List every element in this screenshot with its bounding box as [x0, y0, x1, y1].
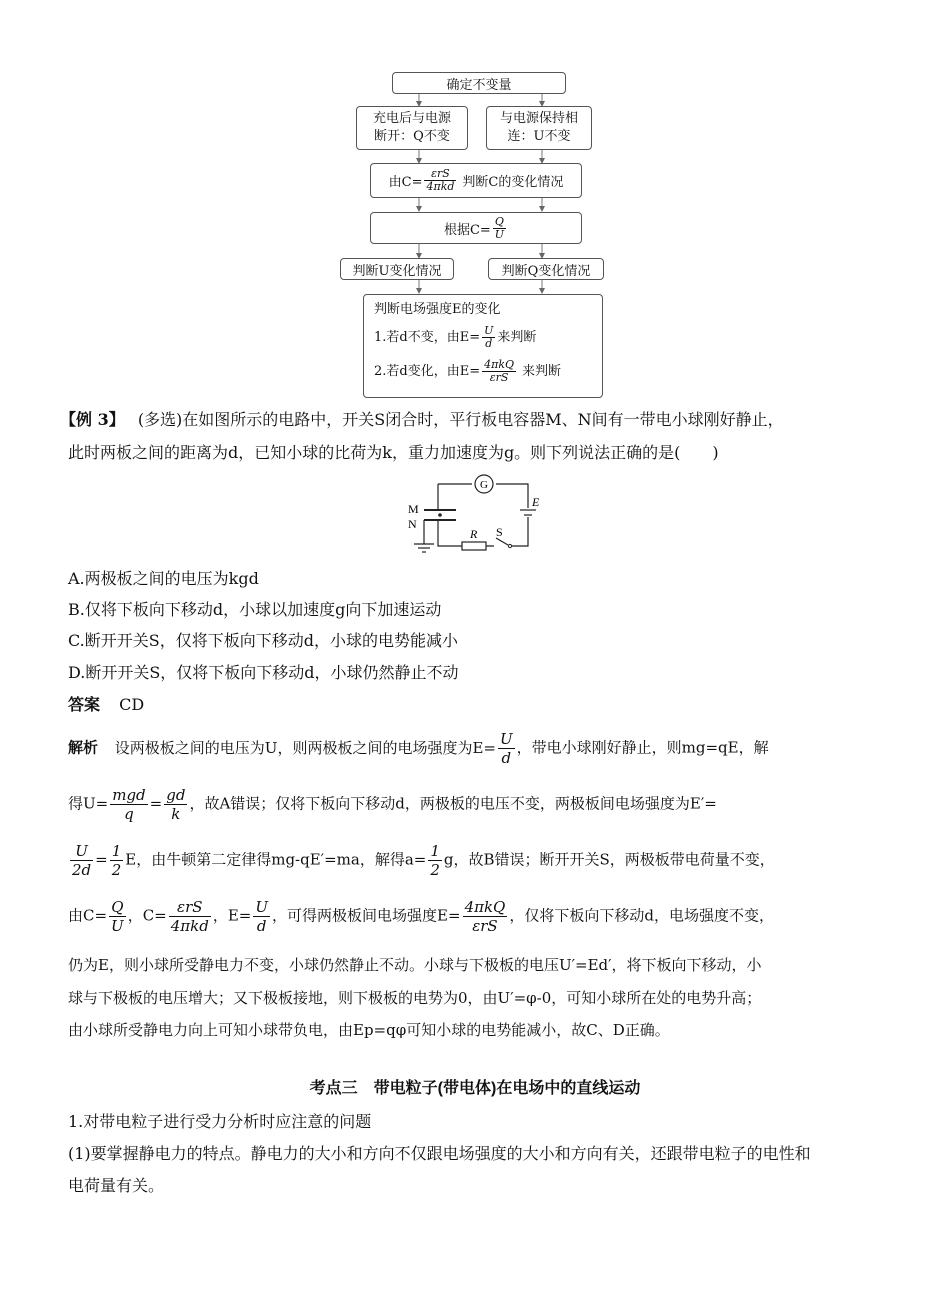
- analysis-f8d: 4πkd: [170, 917, 209, 935]
- analysis-f2n: mgd: [112, 786, 146, 804]
- analysis-l4c: ，E=: [212, 906, 252, 925]
- section-item1: 1.对带电粒子进行受力分析时应注意的问题: [68, 1112, 372, 1131]
- switch-blade: [496, 538, 508, 545]
- flow-judge-q-text: 判断Q变化情况: [501, 263, 591, 279]
- analysis-frac4: [70, 842, 93, 879]
- section-item2-line2: 电荷量有关。: [68, 1176, 165, 1195]
- analysis-l1a: 设两极板之间的电压为U，则两极板之间的电场强度为E=: [114, 738, 496, 757]
- analysis-f7n: Q: [109, 898, 126, 917]
- analysis-frac8: [169, 898, 211, 935]
- analysis-frac2: [110, 786, 147, 823]
- flow-step1-num: εrS: [424, 168, 456, 181]
- answer-label: 答案: [68, 695, 101, 714]
- analysis-frac9: [253, 898, 270, 935]
- analysis-f9n: U: [255, 898, 269, 916]
- example-label: 【例 3】: [60, 410, 125, 429]
- label-s: S: [496, 525, 503, 539]
- analysis-l4b: ，C=: [127, 906, 167, 925]
- flow-field-item2: [374, 355, 592, 389]
- analysis-f5d: 2: [111, 861, 122, 879]
- flow-field-item1-suffix: 来判断: [497, 330, 537, 345]
- flow-field-item1: [374, 321, 592, 355]
- flow-field-item1-fraction: [482, 325, 495, 350]
- answer-line: [68, 693, 144, 717]
- analysis-f4d: 2d: [72, 861, 92, 879]
- flow-field-item1-num: U: [484, 324, 494, 337]
- flow-field-title: 判断电场强度E的变化: [374, 302, 501, 317]
- flow-step2-num: Q: [493, 216, 506, 229]
- analysis-f10n: 4πkQ: [464, 898, 506, 916]
- flow-step1-fraction: [424, 168, 456, 193]
- analysis-frac5: [110, 842, 124, 879]
- analysis-f6n: 1: [430, 842, 440, 860]
- analysis-f7d: U: [111, 917, 124, 935]
- label-e: E: [532, 495, 540, 509]
- analysis-line4: [68, 898, 883, 935]
- flow-field-item2-suffix: 来判断: [522, 364, 562, 379]
- analysis-f6d: 2: [430, 861, 440, 879]
- resistor: [462, 542, 486, 550]
- section-item2-line1: (1)要掌握静电力的特点。静电力的大小和方向不仅跟电场强度的大小和方向有关，还跟带电粒子的电性和: [68, 1144, 811, 1163]
- analysis-f9d: d: [256, 917, 267, 935]
- flow-judge-u-box: [340, 258, 454, 280]
- switch-contact: [508, 544, 511, 547]
- flow-step2-prefix: 根据C=: [443, 222, 491, 238]
- example-line1-text: (多选)在如图所示的电路中，开关S闭合时，平行板电容器M、N间有一带电小球刚好静止，: [137, 410, 784, 429]
- flow-field-box: [363, 294, 603, 398]
- analysis-line5: 仍为E，则小球所受静电力不变，小球仍然静止不动。小球与下极板的电压U′=Ed′，将下板向下移动，小: [68, 956, 762, 974]
- option-d: D.断开开关S，仅将下板向下移动d，小球仍然静止不动: [68, 663, 459, 682]
- option-a: A.两极板之间的电压为kgd: [68, 569, 259, 588]
- option-c: C.断开开关S，仅将下板向下移动d，小球的电势能减小: [68, 631, 458, 650]
- flow-field-item2-fraction: [482, 359, 516, 384]
- flow-right-line2: 连：U不变: [507, 129, 571, 144]
- analysis-l2eq: =: [149, 794, 163, 813]
- flow-step1-den: 4πkd: [426, 180, 455, 193]
- analysis-frac6: [428, 842, 442, 879]
- analysis-line7: 由小球所受静电力向上可知小球带负电，由Ep=qφ可知小球的电势能减小，故C、D正确。: [68, 1021, 670, 1039]
- analysis-l2a: 得U=: [68, 794, 109, 813]
- flow-judge-q-box: [488, 258, 604, 280]
- section-title: 考点三 带电粒子(带电体)在电场中的直线运动: [309, 1080, 641, 1097]
- circuit-diagram: [400, 472, 550, 562]
- analysis-line2: [68, 786, 883, 823]
- analysis-frac1: [498, 730, 515, 767]
- analysis-line1: [68, 730, 883, 767]
- flow-left-line1: 充电后与电源: [372, 111, 451, 126]
- analysis-f1n: U: [499, 730, 513, 748]
- analysis-line6: 球与下极板的电压增大；又下极板接地，则下极板的电势为0，由U′=φ-0，可知小球所在处的电势升高；: [68, 989, 762, 1007]
- analysis-f3d: k: [171, 805, 181, 823]
- answer-value: CD: [119, 695, 145, 714]
- label-g: G: [480, 479, 488, 491]
- option-b: B.仅将下板向下移动d，小球以加速度g向下加速运动: [68, 600, 442, 619]
- charged-ball: [438, 513, 442, 517]
- flow-step2-box: [370, 212, 582, 244]
- flow-step2-den: U: [494, 227, 505, 241]
- analysis-f4n: U: [70, 842, 93, 861]
- analysis-f8n: εrS: [169, 898, 211, 917]
- analysis-l3b: g，故B错误；断开开关S，两极板带电荷量不变，: [443, 850, 775, 869]
- flow-field-item2-prefix: 2.若d变化，由E=: [374, 364, 481, 379]
- flow-top-box: [392, 72, 566, 94]
- analysis-frac7: [109, 898, 126, 935]
- analysis-frac3: [164, 786, 187, 823]
- label-r: R: [470, 527, 478, 541]
- wire-right-bottom: [512, 517, 528, 546]
- flow-step1-prefix: 由C=: [388, 175, 423, 190]
- flow-step1-suffix: 判断C的变化情况: [462, 175, 564, 190]
- analysis-l1b: ，带电小球刚好静止，则mg=qE，解: [516, 738, 769, 757]
- analysis-label: 解析: [68, 738, 99, 757]
- flow-field-item2-num: 4πkQ: [484, 358, 515, 371]
- analysis-l4a: 由C=: [68, 906, 108, 925]
- flow-field-item1-den: d: [485, 337, 493, 350]
- label-n: N: [408, 517, 417, 531]
- analysis-l2b: ，故A错误；仅将下板向下移动d，两极板的电压不变，两极板间电场强度为E′=: [189, 794, 717, 813]
- flow-right-line1: 与电源保持相: [499, 111, 578, 126]
- example-line2: 此时两板之间的距离为d，已知小球的比荷为k，重力加速度为g。则下列说法正确的是( ): [68, 443, 719, 462]
- example-line1: [60, 408, 784, 432]
- flow-left-line2: 断开：Q不变: [374, 129, 450, 144]
- label-m: M: [408, 502, 419, 516]
- flow-field-item2-den: εrS: [489, 371, 509, 384]
- flow-left-branch-box: [356, 106, 468, 150]
- analysis-f2d: q: [124, 805, 134, 823]
- analysis-f5n: 1: [111, 842, 122, 860]
- flow-step1-box: [370, 163, 582, 198]
- analysis-l4d: ，可得两极板间电场强度E=: [272, 906, 461, 925]
- analysis-f1d: d: [501, 749, 512, 767]
- flow-step2-fraction: [493, 216, 506, 241]
- analysis-frac10: [463, 898, 508, 935]
- analysis-line3: [68, 842, 883, 879]
- flow-judge-u-text: 判断U变化情况: [352, 263, 442, 279]
- analysis-l4e: ，仅将下板向下移动d，电场强度不变，: [509, 906, 774, 925]
- analysis-l3a: E，由牛顿第二定律得mg-qE′=ma，解得a=: [125, 850, 427, 869]
- analysis-l3eq: =: [95, 850, 108, 869]
- flow-right-branch-box: [486, 106, 592, 150]
- analysis-f3n: gd: [166, 786, 186, 804]
- flow-top-text: 确定不变量: [446, 77, 512, 93]
- analysis-f10d: εrS: [472, 917, 498, 935]
- flow-field-item1-prefix: 1.若d不变，由E=: [374, 330, 481, 345]
